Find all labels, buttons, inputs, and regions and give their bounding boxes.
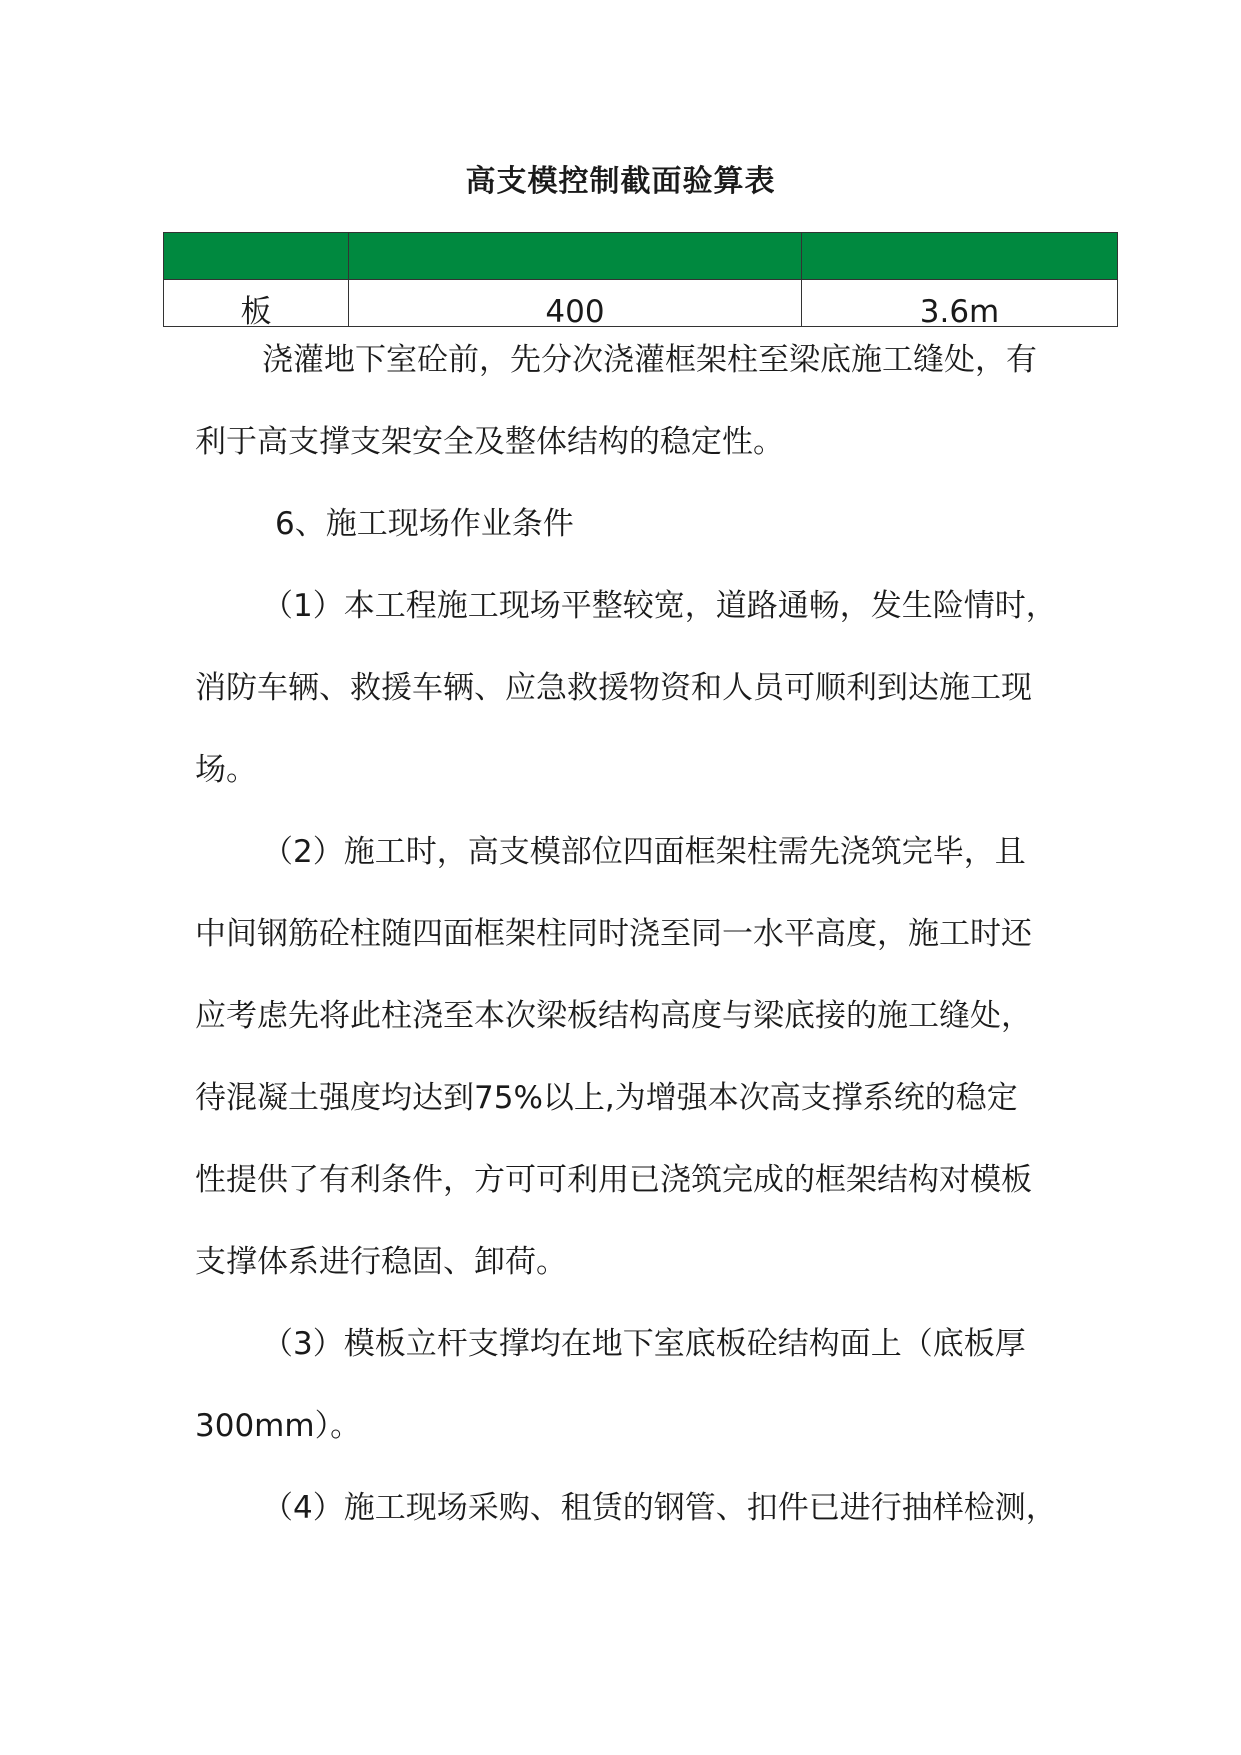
table-row xyxy=(164,280,1118,327)
table-cell-text: 板 xyxy=(240,294,272,326)
paragraph-line: 浇灌地下室砼前，先分次浇灌框架柱至梁底施工缝处，有 xyxy=(262,342,1037,378)
section-heading: 6、施工现场作业条件 xyxy=(275,506,574,542)
page-title: 高支模控制截面验算表 xyxy=(465,164,776,199)
paragraph-line: （4）施工现场采购、租赁的钢管、扣件已进行抽样检测， xyxy=(262,1490,1057,1526)
table-cell-member xyxy=(164,280,349,327)
paragraph-line: 利于高支撑支架安全及整体结构的稳定性。 xyxy=(195,424,784,460)
paragraph-line: （2）施工时，高支模部位四面框架柱需先浇筑完毕，且 xyxy=(262,834,1026,870)
table-cell-text: 400 xyxy=(545,294,605,326)
table-header-cell xyxy=(164,233,349,280)
table-cell-thickness xyxy=(349,280,802,327)
paragraph-line: 支撑体系进行稳固、卸荷。 xyxy=(195,1244,567,1280)
paragraph-line: 待混凝土强度均达到75%以上,为增强本次高支撑系统的稳定 xyxy=(195,1080,1018,1116)
verification-table xyxy=(163,232,1118,327)
paragraph-line: 应考虑先将此柱浇至本次梁板结构高度与梁底接的施工缝处， xyxy=(195,998,1032,1034)
paragraph-line: （3）模板立杆支撑均在地下室底板砼结构面上（底板厚 xyxy=(262,1326,1026,1362)
paragraph-line: 场。 xyxy=(195,752,257,788)
table-header-cell xyxy=(349,233,802,280)
table-cell-height xyxy=(802,280,1118,327)
paragraph-line: 300mm）。 xyxy=(195,1408,362,1444)
paragraph-line: 性提供了有利条件，方可可利用已浇筑完成的框架结构对模板 xyxy=(195,1162,1032,1198)
table-header-cell xyxy=(802,233,1118,280)
table-cell-text: 3.6m xyxy=(919,294,1000,326)
table-header-row xyxy=(164,233,1118,280)
paragraph-line: 消防车辆、救援车辆、应急救援物资和人员可顺利到达施工现 xyxy=(195,670,1032,706)
paragraph-line: 中间钢筋砼柱随四面框架柱同时浇至同一水平高度，施工时还 xyxy=(195,916,1032,952)
paragraph-line: （1）本工程施工现场平整较宽，道路通畅，发生险情时， xyxy=(262,588,1057,624)
